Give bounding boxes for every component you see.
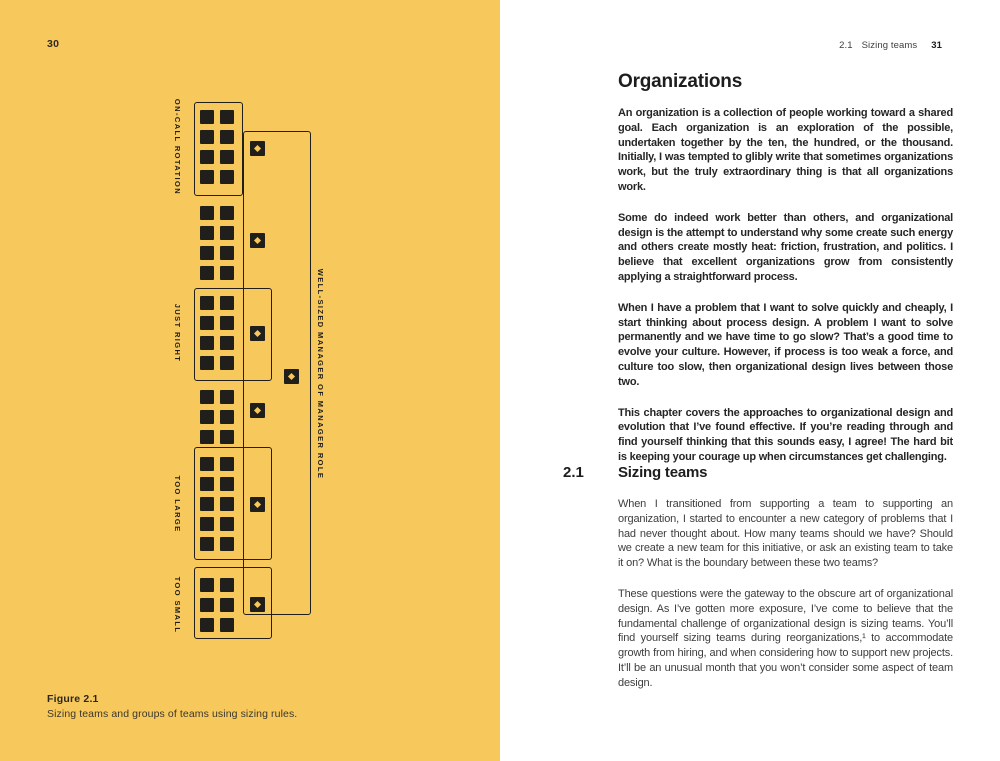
paragraph: These questions were the gateway to the obscure art of organizational design. As I’ve gotten more exposure, I’ve come to believe that the fundamental challenge of organizational design is sizing teams. You’ll find yourself sizing teams during reorganizations,¹ to accommodate growth from hiring, and when considering how to support new projects. It’ll be an unusual month that you won’t consider some aspect of team design. bbox=[618, 587, 953, 689]
team-member-square bbox=[200, 497, 214, 511]
manager-of-manager-diamond-icon bbox=[284, 369, 299, 384]
team-member-square bbox=[220, 336, 234, 350]
page-number-right: 31 bbox=[931, 40, 942, 51]
team-member-square bbox=[200, 537, 214, 551]
team-grid-just-right bbox=[200, 296, 234, 370]
team-member-square bbox=[220, 477, 234, 491]
team-grid-on-call-rotation bbox=[200, 110, 234, 184]
chapter-lead-paragraphs bbox=[618, 106, 953, 465]
team-member-square bbox=[220, 170, 234, 184]
team-member-square bbox=[200, 150, 214, 164]
team-member-square bbox=[200, 316, 214, 330]
team-member-square bbox=[220, 497, 234, 511]
team-member-square bbox=[220, 226, 234, 240]
team-member-square bbox=[220, 296, 234, 310]
team-member-square bbox=[220, 316, 234, 330]
team-member-square bbox=[200, 266, 214, 280]
team-member-square bbox=[200, 578, 214, 592]
paragraph: Some do indeed work better than others, and organizational design is the attempt to understand why some create such energy and others create mostly heat: friction, frustration, and politics. I believe that excellent organizations grow from consistently applying a straightforward process. bbox=[618, 211, 953, 283]
team-member-square bbox=[200, 206, 214, 220]
team-grid-too-large bbox=[200, 457, 234, 551]
chapter-heading: Organizations bbox=[618, 71, 743, 92]
team-member-square bbox=[220, 130, 234, 144]
team-member-square bbox=[200, 110, 214, 124]
team-grid-team-unlabeled-lower bbox=[200, 390, 234, 444]
manager-diamond-icon bbox=[250, 326, 265, 341]
team-member-square bbox=[220, 537, 234, 551]
manager-of-manager-label: WELL-SIZED MANAGER OF MANAGER ROLE bbox=[316, 268, 325, 480]
team-member-square bbox=[220, 430, 234, 444]
team-member-square bbox=[220, 410, 234, 424]
team-grid-too-small bbox=[200, 578, 234, 632]
team-member-square bbox=[200, 336, 214, 350]
manager-diamond-icon bbox=[250, 141, 265, 156]
team-member-square bbox=[200, 618, 214, 632]
manager-diamond-icon bbox=[250, 403, 265, 418]
team-label-too-large: TOO LARGE bbox=[173, 475, 182, 533]
team-member-square bbox=[200, 246, 214, 260]
team-member-square bbox=[220, 578, 234, 592]
paragraph: An organization is a collection of people working toward a shared goal. Each organization is an exploration of the possible, undertaken together by the ten, the hundred, or the thousand. Initially, I was tempted to glibly write that sometimes organizations work, but the truly extraordinary thing is that all organizations work. bbox=[618, 107, 953, 193]
team-member-square bbox=[200, 517, 214, 531]
team-member-square bbox=[220, 457, 234, 471]
manager-diamond-icon bbox=[250, 497, 265, 512]
team-grid-team-unlabeled-upper bbox=[200, 206, 234, 280]
team-member-square bbox=[220, 598, 234, 612]
team-member-square bbox=[200, 410, 214, 424]
team-label-on-call-rotation: ON-CALL ROTATION bbox=[173, 98, 182, 196]
team-member-square bbox=[220, 356, 234, 370]
section-heading bbox=[563, 464, 707, 481]
running-header bbox=[839, 40, 942, 51]
figure-caption-text: Sizing teams and groups of teams using sizing rules. bbox=[47, 708, 298, 720]
running-header-section-number: 2.1 bbox=[839, 40, 853, 51]
section-number: 2.1 bbox=[563, 464, 584, 481]
paragraph: When I have a problem that I want to solve quickly and cheaply, I start thinking about process design. A problem I want to solve permanently and we have time to go slow? That’s a good time to evolve your culture. However, if process is too weak a force, and culture too slow, then organizational design lives between those two. bbox=[618, 301, 953, 388]
team-member-square bbox=[220, 618, 234, 632]
figure-caption-title: Figure 2.1 bbox=[47, 693, 99, 705]
figure-caption bbox=[47, 693, 427, 720]
team-member-square bbox=[200, 356, 214, 370]
team-member-square bbox=[200, 390, 214, 404]
team-label-just-right: JUST RIGHT bbox=[173, 303, 182, 363]
team-member-square bbox=[200, 170, 214, 184]
page-number-left: 30 bbox=[47, 38, 60, 50]
team-member-square bbox=[200, 226, 214, 240]
team-member-square bbox=[200, 130, 214, 144]
paragraph: This chapter covers the approaches to organizational design and evolution that I’ve found effective. If you’re reading through and find yourself thinking that this sounds easy, I agree! The hard bit is keeping your courage up when circumstances get challenging. bbox=[618, 406, 953, 463]
running-header-section-title: Sizing teams bbox=[861, 40, 918, 51]
team-member-square bbox=[200, 430, 214, 444]
section-body-paragraphs bbox=[618, 497, 953, 691]
team-member-square bbox=[220, 266, 234, 280]
team-member-square bbox=[220, 390, 234, 404]
paragraph: When I transitioned from supporting a team to supporting an organization, I started to encounter a new category of problems that I had never thought about. How many teams should we have? Should we create a new team for this initiative, or ask an existing team to take it on? What is the boundary between these two teams? bbox=[618, 498, 953, 570]
team-member-square bbox=[220, 246, 234, 260]
team-member-square bbox=[200, 296, 214, 310]
team-member-square bbox=[200, 598, 214, 612]
section-title: Sizing teams bbox=[618, 464, 708, 481]
right-page bbox=[500, 0, 1000, 761]
team-member-square bbox=[220, 517, 234, 531]
team-label-too-small: TOO SMALL bbox=[173, 576, 182, 634]
team-member-square bbox=[220, 206, 234, 220]
team-member-square bbox=[200, 457, 214, 471]
manager-diamond-icon bbox=[250, 233, 265, 248]
team-member-square bbox=[220, 110, 234, 124]
team-member-square bbox=[200, 477, 214, 491]
team-member-square bbox=[220, 150, 234, 164]
manager-diamond-icon bbox=[250, 597, 265, 612]
